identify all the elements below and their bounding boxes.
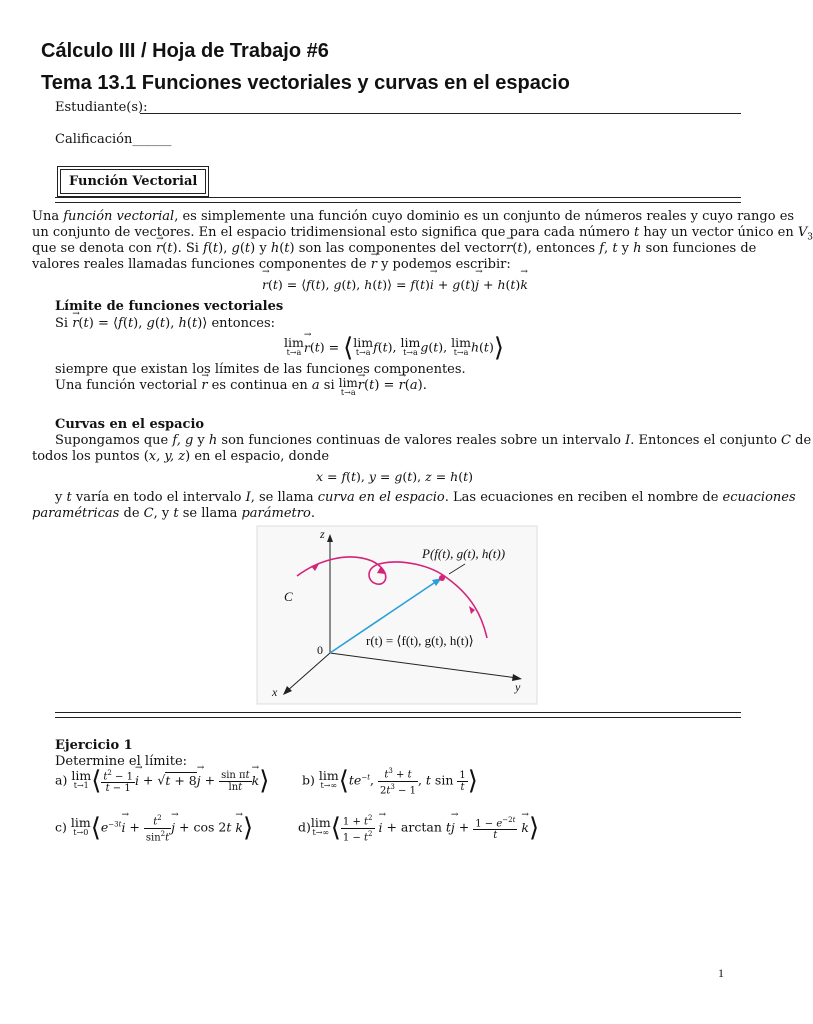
limits-condition: siempre que existan los límites de las funciones componentes. (55, 362, 466, 377)
page-number: 1 (718, 966, 724, 980)
curves-line-3: y t varía en todo el intervalo I, se llama curva en el espacio. Las ecuaciones en reciben el nombre de ecuaciones (55, 490, 796, 505)
exercise-b: b) lim t→∞ $⟨te^{-t}$, $\frac{t^3 + t}{2t^3 - 1}$ , t sin $\frac{1}{t}$ ⟩ (302, 766, 478, 796)
page-title: Cálculo III / Hoja de Trabajo #6 (41, 40, 329, 62)
exercise-title: Ejercicio 1 (55, 738, 133, 753)
figure-z-label: z (320, 527, 325, 541)
figure-vector-label: r(t) = ⟨f(t), g(t), h(t)⟩ (366, 633, 474, 648)
exercise-prompt: Determine el límite: (55, 754, 188, 769)
figure-origin-label: 0 (317, 643, 323, 657)
section-box: Función Vectorial (57, 166, 209, 197)
parametric-equations: x = f(t), y = g(t), z = h(t) (316, 469, 474, 484)
figure-point-label: P(f(t), g(t), h(t)) (422, 546, 506, 561)
curves-line-1: Supongamos que f, g y h son funciones continuas de valores reales sobre un intervalo I. Entonces el conjunto C de (55, 433, 812, 448)
limits-line: Si → r(t) = ⟨f(t), g(t), h(t)⟩ entonces: (55, 316, 275, 332)
curves-heading: Curvas en el espacio (55, 417, 205, 432)
grade-label: Calificación______ (55, 132, 172, 147)
figure-x-label: x (272, 685, 278, 699)
intro-line-4: valores reales llamadas funciones componentes de → r y podemos escribir: (32, 257, 511, 273)
exercise-a: a) lim t→1 ⟨ $\frac{t^2 - 1}{t - 1}$ → i + √t + 8→ j + $\frac{\text{sin πt}}{\ln t}$ → k⟩ (55, 766, 269, 796)
student-label: Estudiante(s): (55, 100, 148, 115)
grade-field[interactable]: ______ (132, 132, 172, 147)
divider-bottom (55, 712, 741, 718)
intro-line-2: un conjunto de vectores. En el espacio tridimensional esto significa que para cada número t hay un vector único en $V_3$ (32, 225, 813, 243)
curves-line-2: todos los puntos (x, y, z) en el espacio, donde (32, 449, 330, 464)
curves-line-4: paramétricas de C, y t se llama parámetro. (32, 506, 315, 521)
continuity-line: Una función vectorial → r es continua en a si lim t→a → r(t) = → r(a). (55, 378, 427, 398)
intro-line-1: Una función vectorial, es simplemente una función cuyo dominio es un conjunto de números reales y cuyo rango es (32, 209, 795, 224)
student-field[interactable] (140, 113, 741, 114)
intro-line-3: que se denota con → r(t). Si f(t), g(t) y h(t) son las componentes del vector→ r(t), entonces f, t y h son funciones de (32, 241, 756, 257)
limits-heading: Límite de funciones vectoriales (55, 299, 284, 314)
figure-y-label: y (515, 680, 521, 694)
page-subtitle: Tema 13.1 Funciones vectoriales y curvas en el espacio (41, 72, 570, 94)
exercise-c: c) lim t→0 $⟨e^{-3t}\to i$ + $\frac{t^2}{\sin^2t}$ → j + cos 2t → k⟩ (55, 813, 253, 843)
vector-function-formula: → r(t) = ⟨f(t), g(t), h(t)⟩ = f(t)→ i + g(t)→ j + h(t)→ k (262, 277, 528, 292)
limit-formula: lim t→a → r(t) = ⟨ lim t→a f(t), lim t→a g(t), lim t→a h(t)⟩ (284, 333, 504, 363)
exercise-d: d) lim t→∞ ⟨ $\frac{1 + t^2}{1 - t^2}$ → i + arctan t→ j + $\frac{1 - e^{-2t}}{t}$ → k⟩ (298, 813, 539, 843)
divider-top (55, 197, 741, 203)
point-p (439, 575, 445, 581)
figure-curve-label: C (284, 589, 293, 604)
